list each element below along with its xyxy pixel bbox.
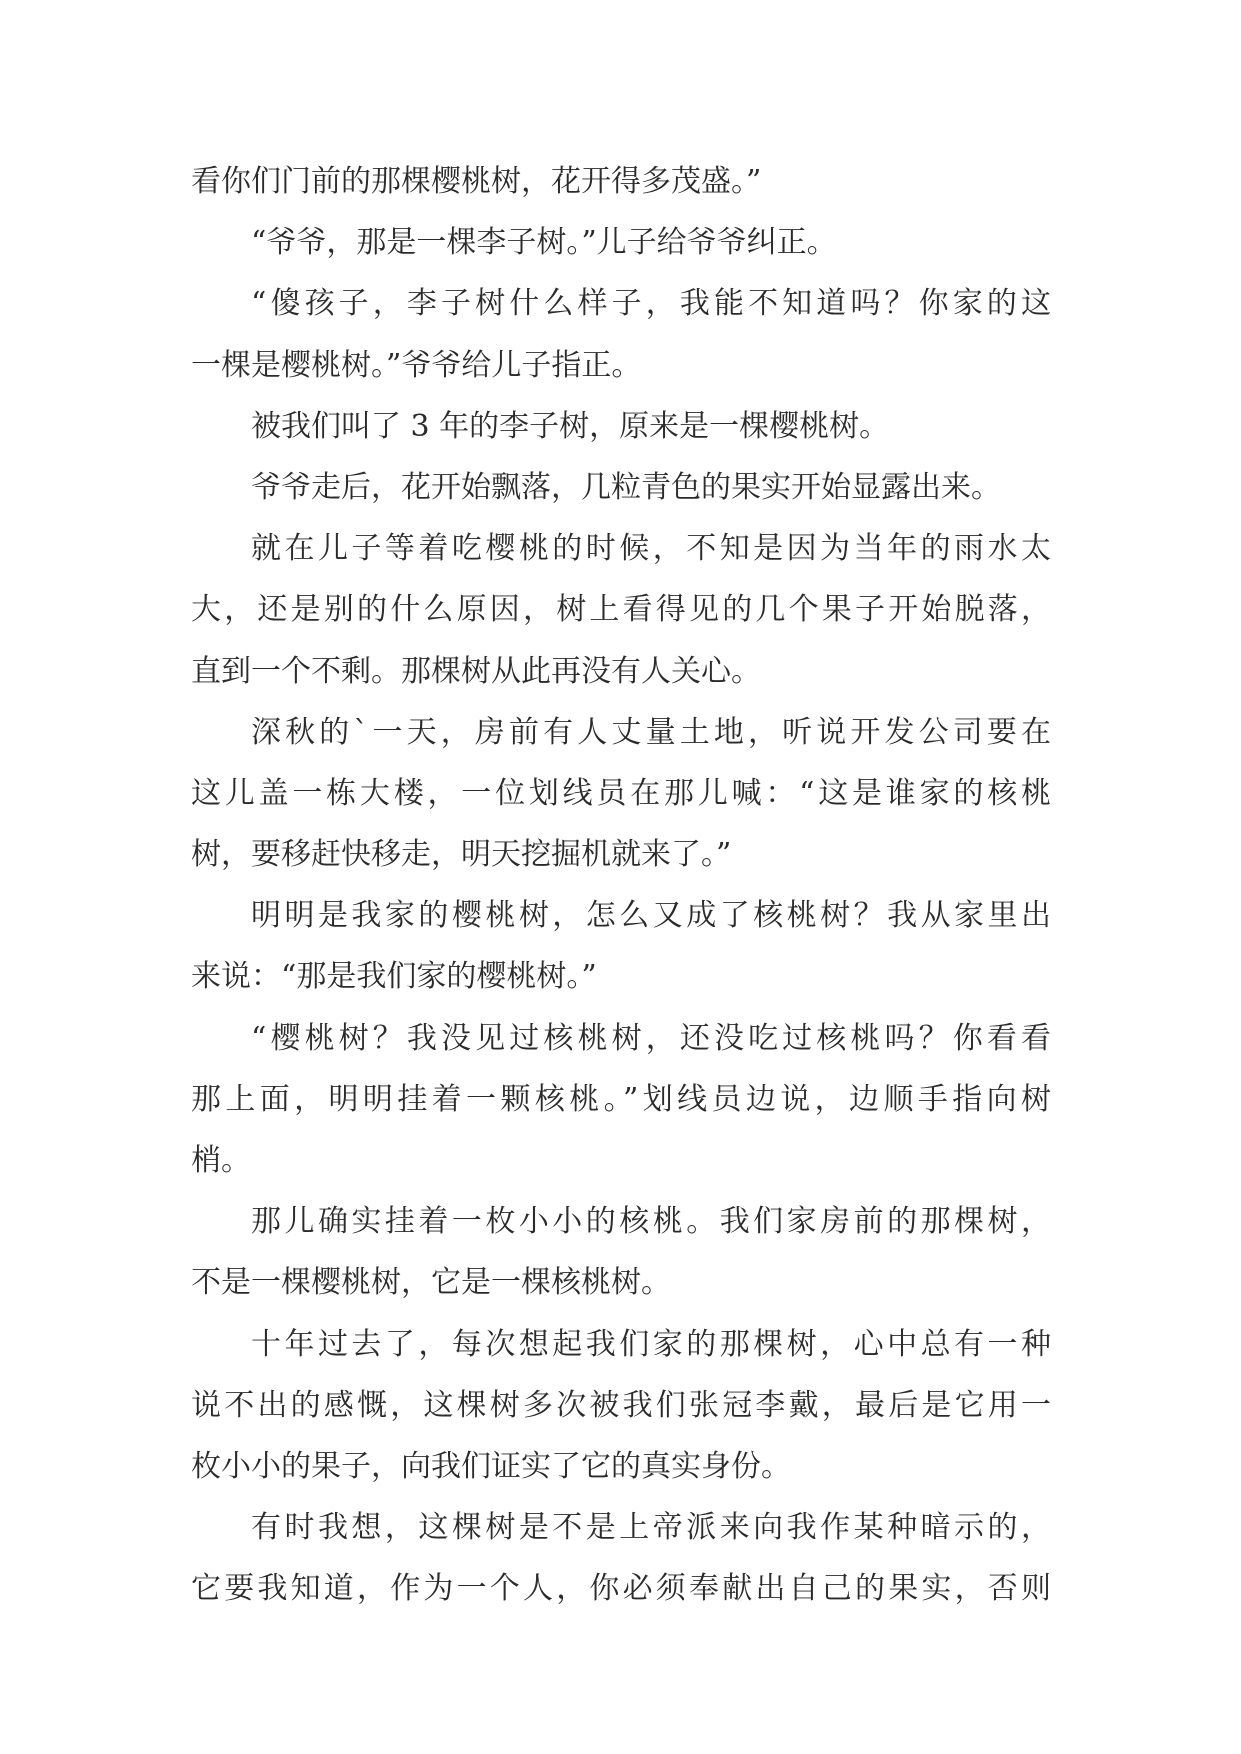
text-line: 大，还是别的什么原因，树上看得见的几个果子开始脱落， [191, 592, 1051, 628]
text-line: “傻孩子，李子树什么样子，我能不知道吗？你家的这 [251, 286, 1051, 322]
body-text [191, 151, 1051, 1620]
text-line: 那上面，明明挂着一颗核桃。”划线员边说，边顺手指向树 [191, 1081, 1051, 1117]
text-line: 它要我知道，作为一个人，你必须奉献出自己的果实，否则 [191, 1571, 1051, 1607]
text-line: 树，要移赶快移走，明天挖掘机就来了。” [191, 837, 732, 873]
text-line: 一棵是樱桃树。”爷爷给儿子指正。 [191, 347, 642, 383]
text-line: 枚小小的果子，向我们证实了它的真实身份。 [191, 1448, 791, 1484]
text-line: 有时我想，这棵树是不是上帝派来向我作某种暗示的， [251, 1510, 1051, 1546]
text-line: “爷爷，那是一棵李子树。”儿子给爷爷纠正。 [251, 225, 837, 261]
text-line: 就在儿子等着吃樱桃的时候，不知是因为当年的雨水太 [251, 531, 1051, 567]
text-line: 那儿确实挂着一枚小小的核桃。我们家房前的那棵树， [251, 1204, 1051, 1240]
text-line: 爷爷走后，花开始飘落，几粒青色的果实开始显露出来。 [251, 469, 1001, 505]
text-line: 看你们门前的那棵樱桃树，花开得多茂盛。” [191, 164, 762, 199]
text-line: 明明是我家的樱桃树，怎么又成了核桃树？我从家里出 [251, 898, 1051, 934]
text-line: 被我们叫了 3 年的李子树，原来是一棵樱桃树。 [251, 408, 890, 444]
text-line: 不是一棵樱桃树，它是一棵核桃树。 [191, 1265, 671, 1301]
text-line: 说不出的感慨，这棵树多次被我们张冠李戴，最后是它用一 [191, 1387, 1051, 1423]
text-line: “樱桃树？我没见过核桃树，还没吃过核桃吗？你看看 [251, 1020, 1051, 1056]
text-line: 这儿盖一栋大楼，一位划线员在那儿喊：“这是谁家的核桃 [191, 775, 1051, 811]
text-line: 深秋的`一天，房前有人丈量土地，听说开发公司要在 [251, 714, 1051, 750]
text-line: 来说：“那是我们家的樱桃树。” [191, 959, 597, 995]
text-line: 直到一个不剩。那棵树从此再没有人关心。 [191, 653, 761, 689]
text-line: 十年过去了，每次想起我们家的那棵树，心中总有一种 [251, 1326, 1051, 1362]
text-line: 梢。 [191, 1143, 251, 1178]
